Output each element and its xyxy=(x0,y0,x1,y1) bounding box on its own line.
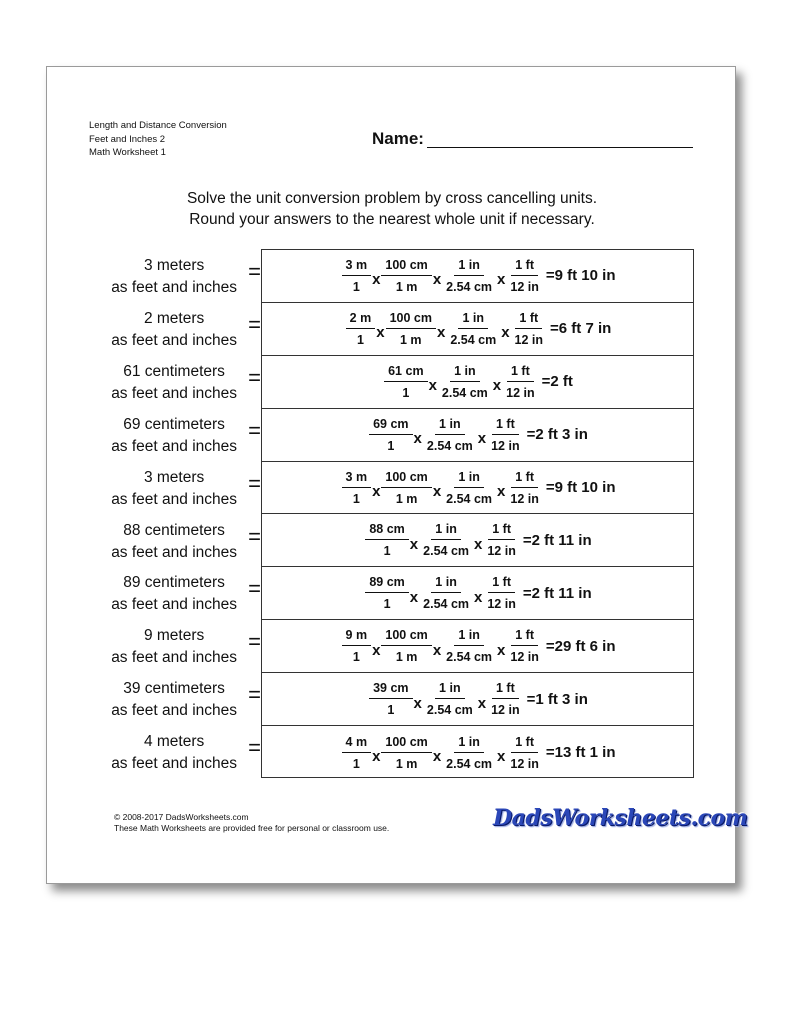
question-quantity: 88 centimeters xyxy=(123,521,225,539)
question-text xyxy=(111,625,237,669)
question-quantity: 39 centimeters xyxy=(123,680,225,698)
fraction-numerator: 1 in xyxy=(435,417,465,435)
question-quantity: 3 meters xyxy=(143,468,205,486)
footer xyxy=(114,812,389,834)
fraction-denominator: 2.54 cm xyxy=(450,332,497,347)
question-item xyxy=(93,461,261,514)
times-sign: x xyxy=(372,748,381,766)
answer-result: =1 ft 3 in xyxy=(526,690,588,708)
equals-sign: = xyxy=(248,735,261,761)
question-item xyxy=(93,566,261,619)
fraction-denominator: 2.54 cm xyxy=(426,438,473,453)
fraction-denominator: 1 m xyxy=(399,332,422,347)
conversion-fraction xyxy=(481,575,522,611)
fraction-numerator: 2 m xyxy=(346,311,376,329)
times-sign: x xyxy=(501,324,510,342)
question-target-unit: as feet and inches xyxy=(111,331,237,349)
question-text xyxy=(111,572,237,616)
answer-result: =29 ft 6 in xyxy=(545,637,616,655)
question-quantity: 3 meters xyxy=(143,257,205,274)
fraction-numerator: 100 cm xyxy=(386,311,436,329)
instruction-line-1: Solve the unit conversion problem by cross cancelling units. xyxy=(186,190,598,207)
times-sign: x xyxy=(372,271,381,289)
question-quantity: 69 centimeters xyxy=(123,415,225,433)
question-target-unit: as feet and inches xyxy=(111,437,237,455)
footer-copyright: © 2008-2017 DadsWorksheets.com xyxy=(114,812,249,822)
conversion-fraction xyxy=(363,575,410,611)
answer-result: =2 ft 3 in xyxy=(526,426,588,444)
fraction-denominator: 12 in xyxy=(506,385,535,400)
fraction-numerator: 39 cm xyxy=(369,681,412,699)
conversion-fraction xyxy=(436,364,494,400)
question-target-unit: as feet and inches xyxy=(111,649,237,667)
answer-row xyxy=(262,409,693,462)
fraction-denominator: 2.54 cm xyxy=(446,650,493,665)
fraction-numerator: 9 m xyxy=(342,628,372,646)
fraction-numerator: 100 cm xyxy=(381,258,431,276)
fraction-denominator: 1 m xyxy=(395,650,418,665)
conversion-fraction xyxy=(379,735,433,771)
times-sign: x xyxy=(413,430,422,448)
fraction-denominator: 1 xyxy=(383,544,391,559)
fraction-numerator: 1 in xyxy=(435,681,465,699)
conversion-fraction xyxy=(340,470,374,506)
question-target-unit: as feet and inches xyxy=(111,543,237,561)
times-sign: x xyxy=(432,271,442,289)
times-sign: x xyxy=(436,324,446,342)
name-label: Name: xyxy=(372,129,424,148)
conversion-fraction xyxy=(485,681,526,717)
times-sign: x xyxy=(428,377,437,395)
answer-row xyxy=(262,567,693,620)
question-quantity: 2 meters xyxy=(143,309,205,327)
equals-sign: = xyxy=(248,629,261,655)
question-quantity: 89 centimeters xyxy=(123,574,225,592)
times-sign: x xyxy=(409,588,419,606)
fraction-denominator: 2.54 cm xyxy=(423,544,470,559)
conversion-fraction xyxy=(363,522,410,558)
answer-row xyxy=(262,515,693,568)
question-item xyxy=(93,302,261,355)
dadsworksheets-logo: DadsWorksheets.com xyxy=(493,805,748,831)
header-worksheet-number: Math Worksheet 1 xyxy=(89,147,166,158)
times-sign: x xyxy=(372,641,381,659)
fraction-numerator: 1 ft xyxy=(492,417,519,435)
answer-result: =13 ft 1 in xyxy=(545,744,616,762)
conversion-fraction xyxy=(340,735,374,771)
times-sign: x xyxy=(432,641,442,659)
fraction-numerator: 1 ft xyxy=(507,364,534,382)
question-quantity: 9 meters xyxy=(143,627,205,645)
question-item xyxy=(93,725,261,778)
answer-row xyxy=(262,726,693,779)
conversion-fraction xyxy=(504,470,545,506)
conversion-fraction xyxy=(340,628,374,664)
conversion-fraction xyxy=(421,681,479,717)
fraction-denominator: 2.54 cm xyxy=(426,703,473,718)
fraction-numerator: 1 in xyxy=(454,258,484,276)
question-target-unit: as feet and inches xyxy=(111,279,237,296)
conversion-fraction xyxy=(509,311,550,347)
fraction-denominator: 12 in xyxy=(510,650,539,665)
fraction-denominator: 2.54 cm xyxy=(446,279,493,294)
fraction-numerator: 1 in xyxy=(454,628,484,646)
times-sign: x xyxy=(409,535,419,553)
conversion-fraction xyxy=(440,735,498,771)
fraction-numerator: 100 cm xyxy=(381,470,431,488)
conversion-fraction xyxy=(367,681,414,717)
question-item xyxy=(93,514,261,567)
answer-row xyxy=(262,303,693,356)
conversion-fraction xyxy=(379,470,433,506)
conversion-fraction xyxy=(500,364,541,400)
times-sign: x xyxy=(474,535,483,553)
equals-sign: = xyxy=(248,682,261,708)
conversion-fraction xyxy=(440,470,498,506)
fraction-numerator: 1 ft xyxy=(511,628,538,646)
fraction-numerator: 1 in xyxy=(431,575,461,593)
times-sign: x xyxy=(492,377,502,395)
equals-sign: = xyxy=(248,364,261,390)
conversion-fraction xyxy=(417,522,475,558)
fraction-numerator: 1 ft xyxy=(515,311,542,329)
instruction-line-2: Round your answers to the nearest whole unit if necessary. xyxy=(189,211,595,228)
question-text xyxy=(111,520,237,564)
fraction-numerator: 1 ft xyxy=(488,522,515,540)
question-text xyxy=(111,731,237,775)
fraction-numerator: 1 ft xyxy=(492,681,519,699)
conversion-fraction xyxy=(382,364,429,400)
equals-sign: = xyxy=(248,576,261,602)
conversion-fraction xyxy=(504,258,545,294)
times-sign: x xyxy=(497,641,506,659)
conversion-fraction xyxy=(340,258,374,294)
fraction-denominator: 2.54 cm xyxy=(441,385,488,400)
question-item xyxy=(93,408,261,461)
fraction-denominator: 12 in xyxy=(510,279,539,294)
answer-table xyxy=(261,249,694,778)
fraction-denominator: 12 in xyxy=(510,491,539,506)
fraction-denominator: 1 m xyxy=(395,756,418,771)
question-text xyxy=(111,467,237,511)
equals-sign: = xyxy=(248,417,261,443)
fraction-denominator: 2.54 cm xyxy=(423,597,470,612)
times-sign: x xyxy=(497,271,506,289)
conversion-fraction xyxy=(379,628,433,664)
fraction-denominator: 2.54 cm xyxy=(446,491,493,506)
fraction-denominator: 12 in xyxy=(491,703,520,718)
fraction-denominator: 1 xyxy=(352,279,360,294)
fraction-numerator: 3 m xyxy=(342,470,372,488)
question-target-unit: as feet and inches xyxy=(111,490,237,508)
instructions xyxy=(47,188,737,230)
question-target-unit: as feet and inches xyxy=(111,755,237,773)
fraction-numerator: 1 ft xyxy=(511,258,538,276)
fraction-denominator: 2.54 cm xyxy=(446,756,493,771)
answer-result: =2 ft 11 in xyxy=(522,584,592,602)
question-target-unit: as feet and inches xyxy=(111,384,237,402)
answer-row xyxy=(262,250,693,303)
answer-result: =2 ft 11 in xyxy=(522,531,592,549)
worksheet-header xyxy=(89,119,227,160)
answer-row xyxy=(262,620,693,673)
answer-row xyxy=(262,673,693,726)
fraction-numerator: 61 cm xyxy=(384,364,427,382)
fraction-numerator: 1 in xyxy=(450,364,480,382)
question-quantity: 61 centimeters xyxy=(123,362,225,380)
times-sign: x xyxy=(497,483,506,501)
fraction-numerator: 4 m xyxy=(342,735,372,753)
question-item xyxy=(93,249,261,302)
fraction-numerator: 1 ft xyxy=(488,575,515,593)
fraction-numerator: 100 cm xyxy=(381,735,431,753)
question-item xyxy=(93,619,261,672)
fraction-denominator: 1 xyxy=(387,438,395,453)
conversion-fraction xyxy=(417,575,475,611)
times-sign: x xyxy=(376,324,385,342)
answer-row xyxy=(262,356,693,409)
fraction-numerator: 1 in xyxy=(454,735,484,753)
conversion-fraction xyxy=(440,628,498,664)
answer-result: =6 ft 7 in xyxy=(550,320,612,338)
fraction-denominator: 1 xyxy=(352,756,360,771)
answer-result: =2 ft xyxy=(541,373,573,391)
fraction-numerator: 1 ft xyxy=(511,470,538,488)
header-subtopic: Feet and Inches 2 xyxy=(89,133,166,145)
fraction-denominator: 1 m xyxy=(395,491,418,506)
question-text xyxy=(111,678,237,722)
times-sign: x xyxy=(497,748,506,766)
question-text xyxy=(111,308,237,352)
times-sign: x xyxy=(474,588,483,606)
equals-sign: = xyxy=(248,470,261,496)
conversion-fraction xyxy=(481,522,522,558)
fraction-numerator: 1 ft xyxy=(511,735,538,753)
conversion-fraction xyxy=(504,628,545,664)
fraction-denominator: 12 in xyxy=(487,597,516,612)
header-topic: Length and Distance Conversion xyxy=(89,120,227,131)
fraction-denominator: 12 in xyxy=(510,756,539,771)
worksheet-page xyxy=(46,66,748,884)
question-text xyxy=(111,414,237,458)
fraction-denominator: 1 xyxy=(352,650,360,665)
answer-row xyxy=(262,462,693,515)
fraction-numerator: 89 cm xyxy=(365,575,408,593)
times-sign: x xyxy=(477,694,487,712)
fraction-denominator: 1 xyxy=(352,491,360,506)
fraction-numerator: 1 in xyxy=(458,311,488,329)
question-text xyxy=(111,361,237,405)
times-sign: x xyxy=(372,483,381,501)
fraction-denominator: 1 xyxy=(356,332,364,347)
times-sign: x xyxy=(432,483,442,501)
fraction-denominator: 12 in xyxy=(514,332,544,347)
question-quantity: 4 meters xyxy=(143,733,205,751)
fraction-numerator: 3 m xyxy=(342,258,372,276)
conversion-fraction xyxy=(440,258,498,294)
answer-result: =9 ft 10 in xyxy=(545,267,616,285)
fraction-numerator: 1 in xyxy=(431,522,461,540)
equals-sign: = xyxy=(248,259,261,284)
conversion-fraction xyxy=(421,417,479,453)
equals-sign: = xyxy=(248,311,261,337)
conversion-fraction xyxy=(344,311,378,347)
fraction-denominator: 12 in xyxy=(487,544,516,559)
times-sign: x xyxy=(432,748,442,766)
fraction-numerator: 1 in xyxy=(454,470,484,488)
question-item xyxy=(93,672,261,725)
conversion-fraction xyxy=(384,311,438,347)
name-blank-line xyxy=(427,147,693,148)
fraction-numerator: 100 cm xyxy=(381,628,431,646)
times-sign: x xyxy=(477,430,487,448)
fraction-denominator: 12 in xyxy=(491,438,520,453)
times-sign: x xyxy=(413,694,422,712)
conversion-fraction xyxy=(485,417,526,453)
fraction-denominator: 1 xyxy=(387,703,395,718)
question-item xyxy=(93,355,261,408)
footer-note: These Math Worksheets are provided free for personal or classroom use. xyxy=(114,823,390,833)
question-target-unit: as feet and inches xyxy=(111,596,237,614)
answer-result: =9 ft 10 in xyxy=(545,479,616,497)
fraction-denominator: 1 xyxy=(402,385,410,400)
fraction-denominator: 1 m xyxy=(395,279,418,294)
fraction-numerator: 69 cm xyxy=(369,417,412,435)
fraction-numerator: 88 cm xyxy=(365,522,408,540)
question-target-unit: as feet and inches xyxy=(111,702,237,720)
question-text xyxy=(111,255,237,299)
conversion-fraction xyxy=(367,417,414,453)
conversion-fraction xyxy=(444,311,502,347)
conversion-fraction xyxy=(504,735,545,771)
equals-sign: = xyxy=(248,523,261,549)
conversion-fraction xyxy=(379,258,433,294)
fraction-denominator: 1 xyxy=(383,597,391,612)
